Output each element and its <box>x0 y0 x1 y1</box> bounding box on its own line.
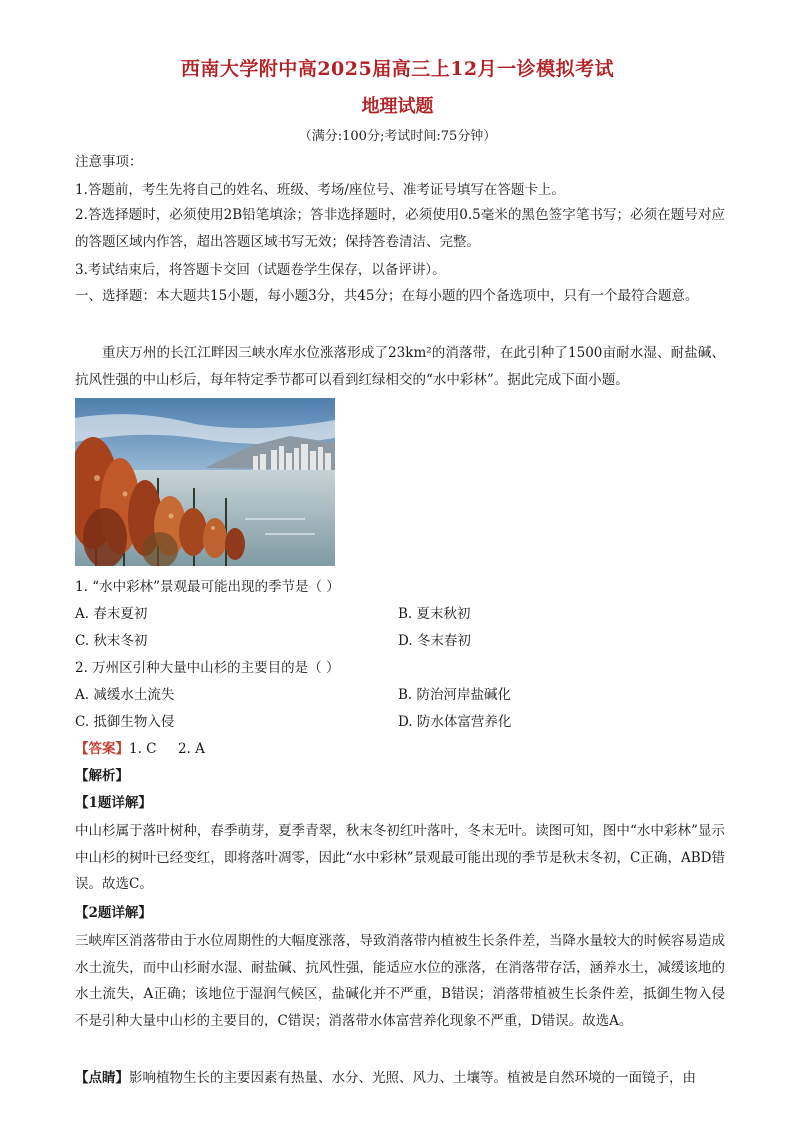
exam-title: 西南大学附中高2025届高三上12月一诊模拟考试 <box>180 58 615 80</box>
lake-forest-photo <box>75 398 335 566</box>
tip-line <box>75 1068 725 1088</box>
tip-label: 【点睛】 <box>75 1070 129 1086</box>
exam-meta: （满分:100分;考试时间:75分钟） <box>298 129 497 144</box>
note-2: 2.答选择题时，必须使用2B铅笔填涂；答非选择题时，必须使用0.5毫米的黑色签字笔书写；必须在题号对应的答题区域内作答，超出答题区域书写无效；保持答卷清洁、完整。 <box>75 207 725 250</box>
q2-option-b: B. 防治河岸盐碱化 <box>398 687 512 703</box>
answer-value: 1. C 2. A <box>129 741 205 757</box>
section-intro: 一、选择题：本大题共15小题，每小题3分，共45分；在每小题的四个备选项中，只有一个最符合题意。 <box>75 288 699 304</box>
q2-option-d: D. 防水体富营养化 <box>398 714 512 730</box>
answer-label: 【答案】 <box>75 741 129 757</box>
notes-heading: 注意事项： <box>75 154 143 170</box>
subject-title: 地理试题 <box>361 96 434 117</box>
q1-option-b: B. 夏末秋初 <box>398 606 471 622</box>
q1-detail-text: 中山杉属于落叶树种，春季萌芽，夏季青翠，秋末冬初红叶落叶，冬末无叶。读图可知，图中“水中彩林”显示中山杉的树叶已经变红，即将落叶凋零，因此“水中彩林”景观最可能出现的季节是秋末冬初，C正确，ABD错误。故选C。 <box>75 823 725 892</box>
passage-text: 重庆万州的长江江畔因三峡水库水位涨落形成了23km²的消落带，在此引种了1500亩耐水湿、耐盐碱、抗风性强的中山杉后，每年特定季节都可以看到红绿相交的“水中彩林”。据此完成下面小题。 <box>75 345 725 388</box>
q2-option-c: C. 抵御生物入侵 <box>75 714 175 730</box>
q1-stem: 1. “水中彩林”景观最可能出现的季节是（ ） <box>75 579 340 595</box>
note-1: 1.答题前，考生先将自己的姓名、班级、考场/座位号、准考证号填写在答题卡上。 <box>75 182 565 198</box>
q2-stem: 2. 万州区引种大量中山杉的主要目的是（ ） <box>75 660 340 676</box>
q2-detail-label: 【2题详解】 <box>75 905 152 921</box>
q1-option-a: A. 春末夏初 <box>75 606 148 622</box>
q1-option-c: C. 秋末冬初 <box>75 633 148 649</box>
note-3: 3.考试结束后，将答题卡交回（试题卷学生保存，以备评讲）。 <box>75 262 446 278</box>
tip-text: 影响植物生长的主要因素有热量、水分、光照、风力、土壤等。植被是自然环境的一面镜子，由 <box>129 1070 696 1086</box>
q2-option-a: A. 减缓水土流失 <box>75 687 175 703</box>
q1-option-d: D. 冬末春初 <box>398 633 471 649</box>
q1-detail-label: 【1题详解】 <box>75 795 152 811</box>
analysis-label: 【解析】 <box>75 768 129 784</box>
q2-detail-text: 三峡库区消落带由于水位周期性的大幅度涨落，导致消落带内植被生长条件差，当降水量较大的时候容易造成水土流失，而中山杉耐水湿、耐盐碱、抗风性强，能适应水位的涨落，在消落带存活，涵养水土，减缓该地的水土流失，A正确；该地位于湿润气候区，盐碱化并不严重，B错误；消落带植被生长条件差，抵御生物入侵不是引种大量中山杉的主要目的，C错误；消落带水体富营养化现象不严重，D错误。故选A。 <box>75 933 725 1029</box>
answer-line <box>75 739 725 759</box>
